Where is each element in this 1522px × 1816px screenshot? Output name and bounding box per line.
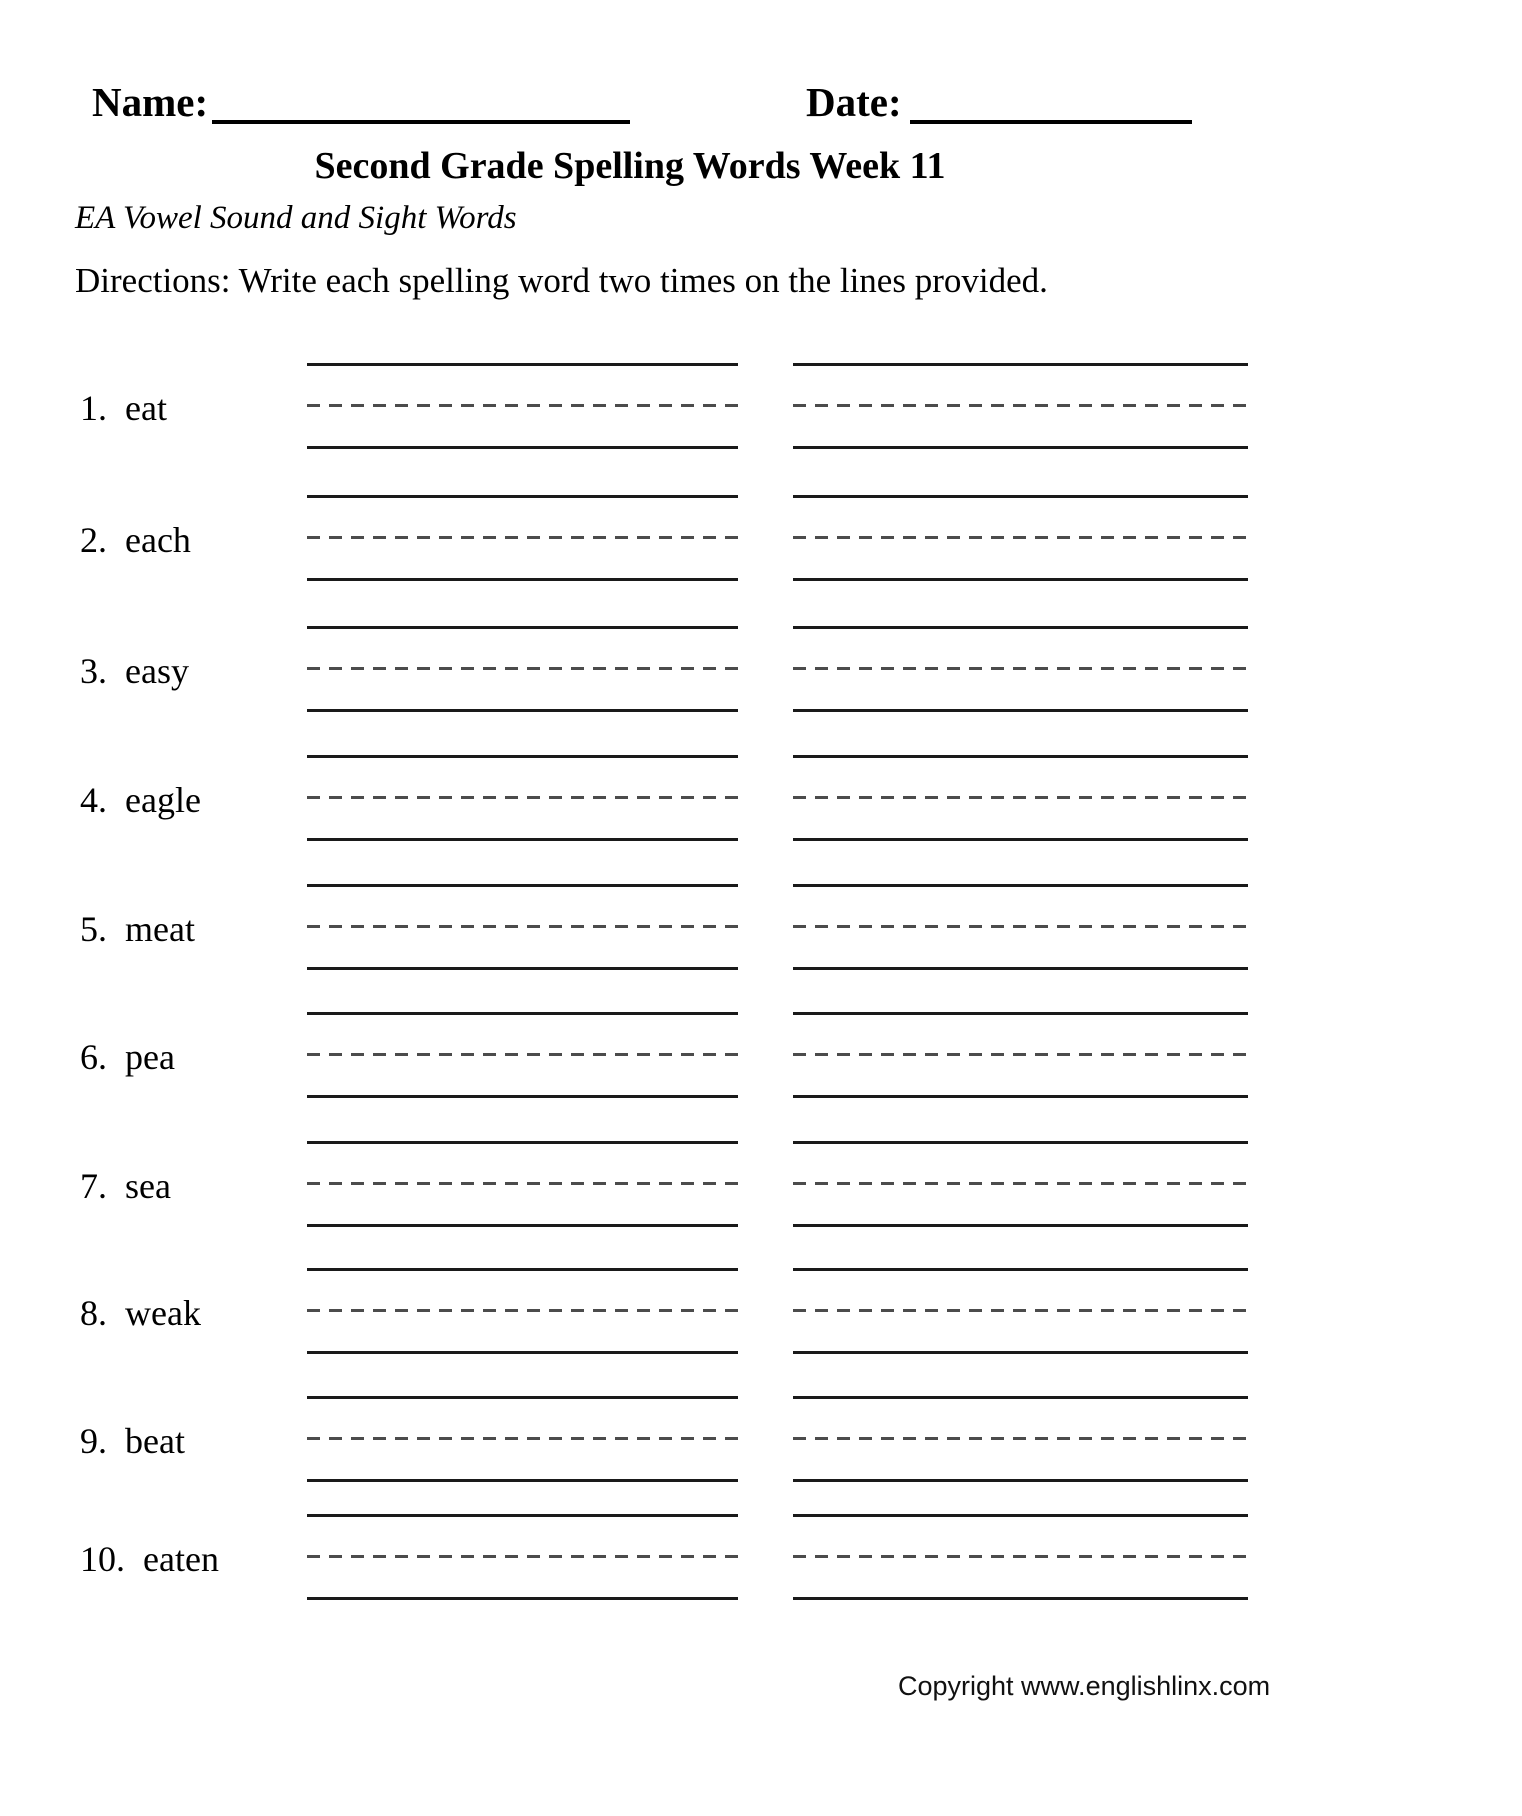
solid-guide-line [793,755,1248,758]
writing-lines-second [793,1141,1248,1227]
word-label [80,779,201,821]
solid-guide-line [307,1268,738,1271]
word-number: 4. [80,780,107,820]
word-row [0,755,1522,841]
solid-guide-line [307,709,738,712]
writing-lines-first [307,626,738,712]
word-row [0,1396,1522,1482]
dashed-guide-line [793,1182,1248,1185]
word-text: sea [125,1166,171,1206]
writing-lines-first [307,1396,738,1482]
writing-lines-first [307,363,738,449]
word-text: weak [125,1293,201,1333]
solid-guide-line [793,1396,1248,1399]
dashed-guide-line [793,796,1248,799]
solid-guide-line [793,838,1248,841]
writing-lines-first [307,1141,738,1227]
writing-lines-second [793,1396,1248,1482]
writing-lines-first [307,884,738,970]
dashed-guide-line [307,667,738,670]
dashed-guide-line [307,925,738,928]
solid-guide-line [793,578,1248,581]
word-text: eagle [125,780,201,820]
solid-guide-line [307,884,738,887]
dashed-guide-line [793,1437,1248,1440]
dashed-guide-line [793,667,1248,670]
solid-guide-line [307,495,738,498]
solid-guide-line [307,626,738,629]
dashed-guide-line [307,1309,738,1312]
copyright-text: Copyright www.englishlinx.com [898,1671,1271,1701]
solid-guide-line [307,1141,738,1144]
word-number: 8. [80,1293,107,1333]
lesson-subtitle: EA Vowel Sound and Sight Words [75,200,517,236]
solid-guide-line [307,1514,738,1517]
writing-lines-first [307,1012,738,1098]
solid-guide-line [793,1141,1248,1144]
solid-guide-line [307,1597,738,1600]
solid-guide-line [793,967,1248,970]
word-text: each [125,520,191,560]
word-text: easy [125,651,189,691]
solid-guide-line [793,446,1248,449]
solid-guide-line [307,1351,738,1354]
solid-guide-line [793,1268,1248,1271]
word-row [0,363,1522,449]
solid-guide-line [793,1514,1248,1517]
page-title: Second Grade Spelling Words Week 11 [314,145,946,187]
dashed-guide-line [793,925,1248,928]
word-row [0,626,1522,712]
word-label [80,1420,185,1462]
solid-guide-line [793,1351,1248,1354]
solid-guide-line [307,967,738,970]
dashed-guide-line [307,796,738,799]
solid-guide-line [793,1597,1248,1600]
word-label [80,1538,219,1580]
solid-guide-line [307,1396,738,1399]
word-label [80,387,167,429]
word-number: 9. [80,1421,107,1461]
solid-guide-line [793,363,1248,366]
word-number: 5. [80,909,107,949]
name-blank-line [212,120,630,124]
word-label [80,908,195,950]
dashed-guide-line [793,404,1248,407]
writing-lines-second [793,1012,1248,1098]
solid-guide-line [793,709,1248,712]
solid-guide-line [793,626,1248,629]
dashed-guide-line [307,1555,738,1558]
dashed-guide-line [307,536,738,539]
word-number: 6. [80,1037,107,1077]
writing-lines-first [307,755,738,841]
word-label [80,1165,171,1207]
dashed-guide-line [307,1437,738,1440]
solid-guide-line [307,578,738,581]
solid-guide-line [793,884,1248,887]
word-text: pea [125,1037,175,1077]
word-label [80,519,191,561]
word-number: 3. [80,651,107,691]
word-row [0,1141,1522,1227]
writing-lines-first [307,1514,738,1600]
word-row [0,495,1522,581]
solid-guide-line [793,1479,1248,1482]
writing-lines-first [307,495,738,581]
word-number: 2. [80,520,107,560]
solid-guide-line [307,1479,738,1482]
word-label [80,1292,201,1334]
date-blank-line [910,120,1192,124]
dashed-guide-line [793,536,1248,539]
dashed-guide-line [307,404,738,407]
date-label: Date: [806,79,902,125]
name-label: Name: [92,79,209,125]
word-number: 10. [80,1539,125,1579]
writing-lines-second [793,1514,1248,1600]
word-label [80,1036,175,1078]
solid-guide-line [307,363,738,366]
word-row [0,1268,1522,1354]
writing-lines-first [307,1268,738,1354]
writing-lines-second [793,363,1248,449]
dashed-guide-line [307,1182,738,1185]
word-text: eaten [143,1539,219,1579]
dashed-guide-line [793,1309,1248,1312]
word-number: 1. [80,388,107,428]
solid-guide-line [307,1012,738,1015]
dashed-guide-line [307,1053,738,1056]
word-row [0,1514,1522,1600]
directions-text: Directions: Write each spelling word two times on the lines provided. [75,261,1048,300]
solid-guide-line [307,1095,738,1098]
solid-guide-line [793,1012,1248,1015]
solid-guide-line [307,446,738,449]
word-number: 7. [80,1166,107,1206]
word-text: meat [125,909,195,949]
solid-guide-line [307,1224,738,1227]
writing-lines-second [793,626,1248,712]
word-text: eat [125,388,167,428]
writing-lines-second [793,755,1248,841]
word-row [0,884,1522,970]
dashed-guide-line [793,1555,1248,1558]
dashed-guide-line [793,1053,1248,1056]
solid-guide-line [307,838,738,841]
solid-guide-line [793,495,1248,498]
writing-lines-second [793,1268,1248,1354]
word-row [0,1012,1522,1098]
solid-guide-line [307,755,738,758]
word-label [80,650,189,692]
solid-guide-line [793,1224,1248,1227]
word-text: beat [125,1421,185,1461]
writing-lines-second [793,884,1248,970]
solid-guide-line [793,1095,1248,1098]
writing-lines-second [793,495,1248,581]
